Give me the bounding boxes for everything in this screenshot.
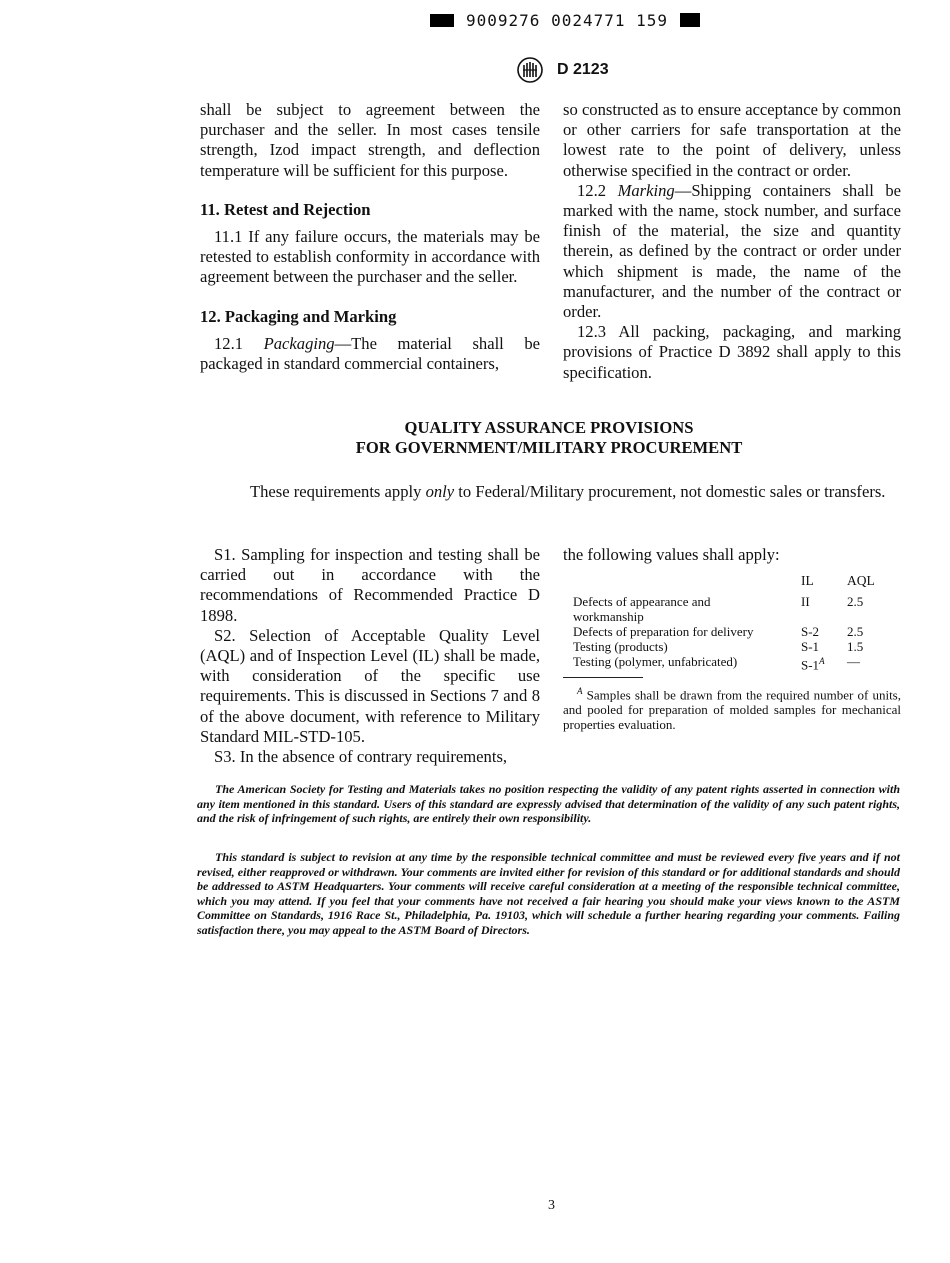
catalog-number: 9009276 0024771 159 bbox=[466, 10, 669, 30]
qa-intro: These requirements apply only to Federal/Military procurement, not domestic sales or transfers. bbox=[250, 482, 886, 501]
quality-table bbox=[563, 573, 891, 672]
footnote-divider bbox=[563, 677, 643, 678]
astm-logo-icon bbox=[515, 55, 545, 85]
table-row: Defects of preparation for delivery S-2 2.5 bbox=[573, 624, 864, 640]
table-footnote: $^A$ Samples shall be drawn from the required number of units, and pooled for preparation of molded samples for mechanical properties evaluation. bbox=[563, 685, 901, 732]
requirement-s2: S2. Selection of Acceptable Quality Level (AQL) and of Inspection Level (IL) shall be made, with consideration of the specific use requirements. This is discussed in Sections 7 and 8 of the above document, with reference to Military Standard MIL-STD-105. bbox=[200, 625, 540, 746]
table-row: Testing (products) S-1 1.5 bbox=[573, 639, 864, 655]
right-paragraph-continued: so constructed as to ensure acceptance by common or other carriers for safe transportation at the lowest rate to the point of delivery, unless otherwise specified in the contract or order. bbox=[563, 100, 901, 180]
section-11-heading: 11. Retest and Rejection bbox=[200, 199, 371, 219]
paragraph-12-2: 12.2 Marking—Shipping containers shall be marked with the name, stock number, and surface finish of the material, the size and quantity therein, as defined by the contract or order under which shipment is made, the name of the manufacturer, and the number of the contract or order. bbox=[563, 180, 901, 322]
table-row: Defects of appearance and workmanship II 2.5 bbox=[573, 594, 864, 625]
table-row: Testing (polymer, unfabricated) $S-1^A$ — bbox=[573, 654, 860, 673]
section-12-heading: 12. Packaging and Marking bbox=[200, 306, 397, 326]
page-header bbox=[515, 55, 609, 85]
table-header-row bbox=[563, 573, 891, 588]
catalog-barcode bbox=[430, 8, 700, 32]
qa-section-title: QUALITY ASSURANCE PROVISIONS FOR GOVERNMENT/MILITARY PROCUREMENT bbox=[355, 418, 743, 457]
right-column bbox=[563, 100, 901, 383]
values-intro: the following values shall apply: bbox=[563, 545, 780, 564]
qa-left-column bbox=[200, 545, 540, 767]
left-column bbox=[200, 100, 540, 374]
header-aql: AQL bbox=[847, 573, 875, 589]
page-number: 3 bbox=[548, 1198, 555, 1213]
requirement-s3: S3. In the absence of contrary requirements, bbox=[214, 747, 508, 767]
header-il: IL bbox=[801, 573, 814, 589]
barcode-block-left bbox=[430, 14, 454, 27]
barcode-block-right bbox=[680, 13, 700, 27]
patent-notice: The American Society for Testing and Materials takes no position respecting the validity of any patent rights asserted in connection with any item mentioned in this standard. Users of this standard are expressly advised that determination of the validity of any such patent rights, and the risk of infringement of such rights, are entirely their own responsibility. bbox=[197, 782, 900, 826]
paragraph-12-3: 12.3 All packing, packaging, and marking provisions of Practice D 3892 shall apply to this specification. bbox=[563, 322, 901, 382]
standard-designation: D 2123 bbox=[557, 61, 609, 78]
paragraph-12-1: 12.1 Packaging—The material shall be packaged in standard commercial containers, bbox=[200, 333, 541, 374]
left-paragraph-continued: shall be subject to agreement between the purchaser and the seller. In most cases tensile strength, Izod impact strength, and deflection temperature will be sufficient for this purpose. bbox=[200, 100, 540, 180]
paragraph-11-1: 11.1 If any failure occurs, the materials may be retested to establish conformity in accordance with agreement between the purchaser and the seller. bbox=[200, 227, 540, 287]
qa-right-column bbox=[563, 545, 901, 732]
footnote-ref: A bbox=[819, 656, 825, 667]
requirement-s1: S1. Sampling for inspection and testing shall be carried out in accordance with the recommendations of Recommended Practice D 1898. bbox=[200, 545, 540, 625]
revision-notice: This standard is subject to revision at any time by the responsible technical committee and must be reviewed every five years and if not revised, either reapproved or withdrawn. Your comments are invited either for revision of this standard or for additional standards and should be addressed to ASTM Headquarters. Your comments will receive careful consideration at a meeting of the responsible technical committee, which you may attend. If you feel that your comments have not received a fair hearing you should make your views known to the ASTM Committee on Standards, 1916 Race St., Philadelphia, Pa. 19103, which will schedule a further hearing regarding your comments. Failing satisfaction there, you may appeal to the ASTM Board of Directors. bbox=[197, 850, 900, 937]
